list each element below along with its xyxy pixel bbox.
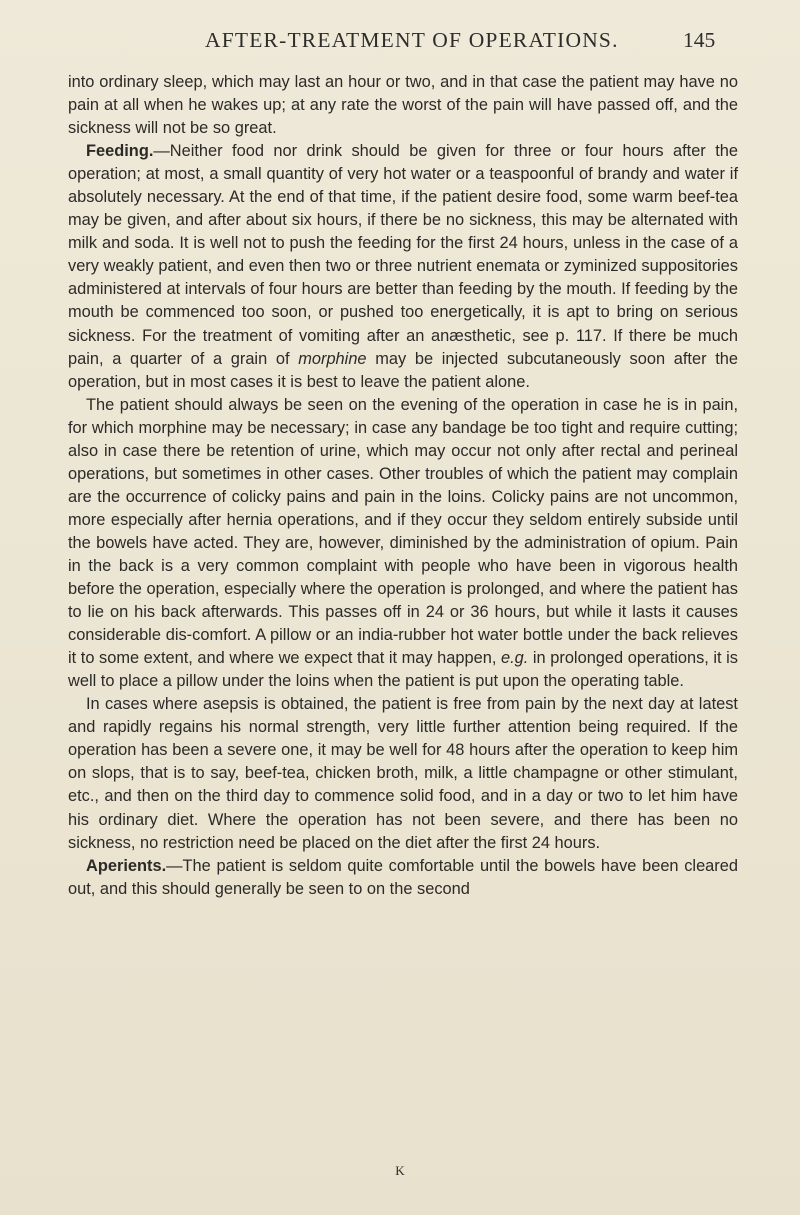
paragraph-text: in prolonged operations, it is well to place a pillow under the loins when the patient is put upon the operating table. [68,649,738,691]
side-heading: Aperients. [86,856,167,875]
page-number: 145 [683,28,716,52]
paragraph-text: —The patient is seldom quite comfortable until the bowels have been cleared out, and this should generally be seen to on the second [68,856,738,898]
signature-mark: K [395,1163,405,1178]
paragraph [68,394,738,694]
paragraph [68,140,738,394]
paragraph-text: into ordinary sleep, which may last an hour or two, and in that case the patient may have no pain at all when he wakes up; at any rate the worst of the pain will have passed off, and the sickness will not be so great. [68,73,738,138]
paragraph-text: In cases where asepsis is obtained, the patient is free from pain by the next day at latest and rapidly regains his normal strength, very little further attention being required. If the operation has been a severe one, it may be well for 48 hours after the operation to keep him on slops, that is to say, beef-tea, chicken broth, milk, a little champagne or other stimulant, etc., and then on the third day to commence solid food, and in a day or two to let him have his ordinary diet. Where the operation has not been severe, and there has been no sickness, no restriction need be placed on the diet after the first 24 hours. [68,695,738,852]
running-title: AFTER-TREATMENT OF OPERATIONS. [205,28,619,52]
paragraph-text: —Neither food nor drink should be given for three or four hours after the operation; at most, a small quantity of very hot water or a teaspoonful of brandy and water if absolutely necessary. At the end of that time, if the patient desire food, some warm beef-tea may be given, and after about six hours, if there be no sickness, this may be alternated with milk and soda. It is well not to push the feeding for the first 24 hours, unless in the case of a very weakly patient, and even then two or three nutrient enemata or zyminized suppositories administered at intervals of four hours are better than feeding by the mouth. If feeding by the mouth be commenced too soon, or pushed too energetically, it is apt to bring on serious sickness. For the treatment of vomiting after an anæsthetic, see p. 117. If there be much pain, a quarter of a grain of [68,142,738,368]
italic-term: e.g. [501,649,529,668]
paragraph [68,855,738,901]
body-text [68,71,738,901]
running-head [0,20,800,60]
paragraph-text: may be injected subcutaneously soon after the operation, but in most cases it is best to leave the patient alone. [68,349,738,391]
paragraph-text: The patient should always be seen on the evening of the operation in case he is in pain, for which morphine may be necessary; in case any bandage be too tight and require cutting; also in case there be retention of urine, which may occur not only after rectal and perineal operations, but sometimes in other cases. Other troubles of which the patient may complain are the occurrence of colicky pains and pain in the loins. Colicky pains are not uncommon, more especially after hernia operations, and if they occur they seldom entirely subside until the bowels have acted. They are, however, diminished by the administration of opium. Pain in the back is a very common complaint with people who have been in vigorous health before the operation, especially where the operation is prolonged, and where the patient has to lie on his back afterwards. This passes off in 24 or 36 hours, but while it lasts it causes considerable dis-comfort. A pillow or an india-rubber hot water bottle under the back relieves it to some extent, and where we expect that it may happen, [68,395,738,668]
paragraph [68,693,738,854]
side-heading: Feeding. [86,142,154,161]
italic-term: morphine [298,349,367,368]
paragraph [68,71,738,140]
